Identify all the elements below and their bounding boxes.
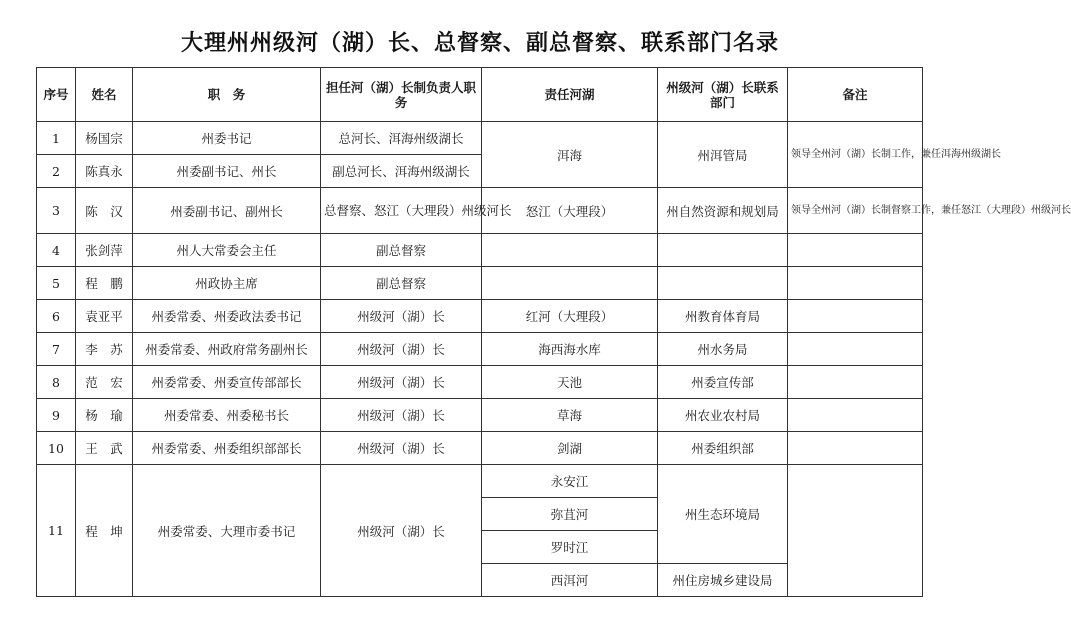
table-row	[37, 465, 923, 498]
cell-duty: 州委常委、州委宣传部部长	[133, 366, 321, 399]
cell-name: 程 坤	[76, 465, 133, 597]
cell-river	[482, 234, 658, 267]
cell-dept: 州洱管局	[658, 122, 788, 188]
cell-remark: 领导全州河（湖）长制督察工作，兼任怒江（大理段）州级河长	[788, 188, 923, 234]
cell-duty: 州政协主席	[133, 267, 321, 300]
cell-duty: 州委常委、州委政法委书记	[133, 300, 321, 333]
cell-dept	[658, 267, 788, 300]
cell-river: 洱海	[482, 122, 658, 188]
cell-river: 怒江（大理段）	[482, 188, 658, 234]
cell-no: 2	[37, 155, 76, 188]
cell-duty: 州人大常委会主任	[133, 234, 321, 267]
table-row	[37, 366, 923, 399]
cell-dept: 州委宣传部	[658, 366, 788, 399]
cell-role: 副总督察	[321, 267, 482, 300]
cell-river: 草海	[482, 399, 658, 432]
cell-role: 总河长、洱海州级湖长	[321, 122, 482, 155]
cell-name: 范 宏	[76, 366, 133, 399]
cell-role: 州级河（湖）长	[321, 465, 482, 597]
cell-river: 永安江	[482, 465, 658, 498]
cell-river: 海西海水库	[482, 333, 658, 366]
header-role: 担任河（湖）长制负责人职务	[321, 68, 482, 122]
cell-no: 8	[37, 366, 76, 399]
cell-remark	[788, 432, 923, 465]
cell-dept: 州住房城乡建设局	[658, 564, 788, 597]
cell-no: 7	[37, 333, 76, 366]
cell-duty: 州委常委、州委秘书长	[133, 399, 321, 432]
table-row	[37, 333, 923, 366]
cell-name: 袁亚平	[76, 300, 133, 333]
cell-river: 罗时江	[482, 531, 658, 564]
cell-dept: 州自然资源和规划局	[658, 188, 788, 234]
cell-role: 州级河（湖）长	[321, 432, 482, 465]
table-row	[37, 122, 923, 155]
cell-name: 杨 瑜	[76, 399, 133, 432]
cell-no: 3	[37, 188, 76, 234]
table-row	[37, 234, 923, 267]
cell-remark	[788, 267, 923, 300]
cell-no: 4	[37, 234, 76, 267]
header-remark: 备注	[788, 68, 923, 122]
cell-role: 州级河（湖）长	[321, 333, 482, 366]
cell-remark	[788, 333, 923, 366]
cell-name: 程 鹏	[76, 267, 133, 300]
cell-remark	[788, 399, 923, 432]
cell-dept: 州农业农村局	[658, 399, 788, 432]
header-no: 序号	[37, 68, 76, 122]
cell-remark	[788, 234, 923, 267]
cell-river: 西洱河	[482, 564, 658, 597]
cell-name: 陈真永	[76, 155, 133, 188]
table-header-row	[37, 68, 923, 122]
header-name: 姓名	[76, 68, 133, 122]
cell-river: 弥苴河	[482, 498, 658, 531]
cell-name: 王 武	[76, 432, 133, 465]
cell-river: 剑湖	[482, 432, 658, 465]
roster-table	[36, 67, 1071, 597]
cell-remark	[788, 366, 923, 399]
cell-role: 副总督察	[321, 234, 482, 267]
document-title: 大理州州级河（湖）长、总督察、副总督察、联系部门名录	[180, 31, 779, 56]
cell-no: 9	[37, 399, 76, 432]
cell-duty: 州委常委、大理市委书记	[133, 465, 321, 597]
cell-dept	[658, 234, 788, 267]
table-row	[37, 432, 923, 465]
cell-dept: 州水务局	[658, 333, 788, 366]
cell-dept: 州委组织部	[658, 432, 788, 465]
cell-name: 李 苏	[76, 333, 133, 366]
cell-river: 红河（大理段）	[482, 300, 658, 333]
table-row	[37, 399, 923, 432]
cell-name: 杨国宗	[76, 122, 133, 155]
cell-dept: 州教育体育局	[658, 300, 788, 333]
cell-name: 张剑萍	[76, 234, 133, 267]
table-row	[37, 267, 923, 300]
table-row	[37, 300, 923, 333]
table-row	[37, 188, 923, 234]
cell-duty: 州委副书记、州长	[133, 155, 321, 188]
cell-duty: 州委书记	[133, 122, 321, 155]
cell-river: 天池	[482, 366, 658, 399]
header-dept: 州级河（湖）长联系部门	[658, 68, 788, 122]
cell-remark	[788, 300, 923, 333]
cell-no: 10	[37, 432, 76, 465]
cell-role: 州级河（湖）长	[321, 399, 482, 432]
cell-role: 州级河（湖）长	[321, 366, 482, 399]
cell-no: 11	[37, 465, 76, 597]
cell-no: 5	[37, 267, 76, 300]
cell-role: 副总河长、洱海州级湖长	[321, 155, 482, 188]
cell-duty: 州委常委、州政府常务副州长	[133, 333, 321, 366]
cell-role: 总督察、怒江（大理段）州级河长	[321, 188, 482, 234]
header-duty: 职 务	[133, 68, 321, 122]
header-river: 责任河湖	[482, 68, 658, 122]
cell-remark: 领导全州河（湖）长制工作，兼任洱海州级湖长	[788, 122, 923, 188]
cell-no: 1	[37, 122, 76, 155]
cell-name: 陈 汉	[76, 188, 133, 234]
cell-no: 6	[37, 300, 76, 333]
cell-duty: 州委常委、州委组织部部长	[133, 432, 321, 465]
cell-dept: 州生态环境局	[658, 465, 788, 564]
cell-duty: 州委副书记、副州长	[133, 188, 321, 234]
cell-river	[482, 267, 658, 300]
cell-role: 州级河（湖）长	[321, 300, 482, 333]
cell-remark	[788, 465, 923, 597]
